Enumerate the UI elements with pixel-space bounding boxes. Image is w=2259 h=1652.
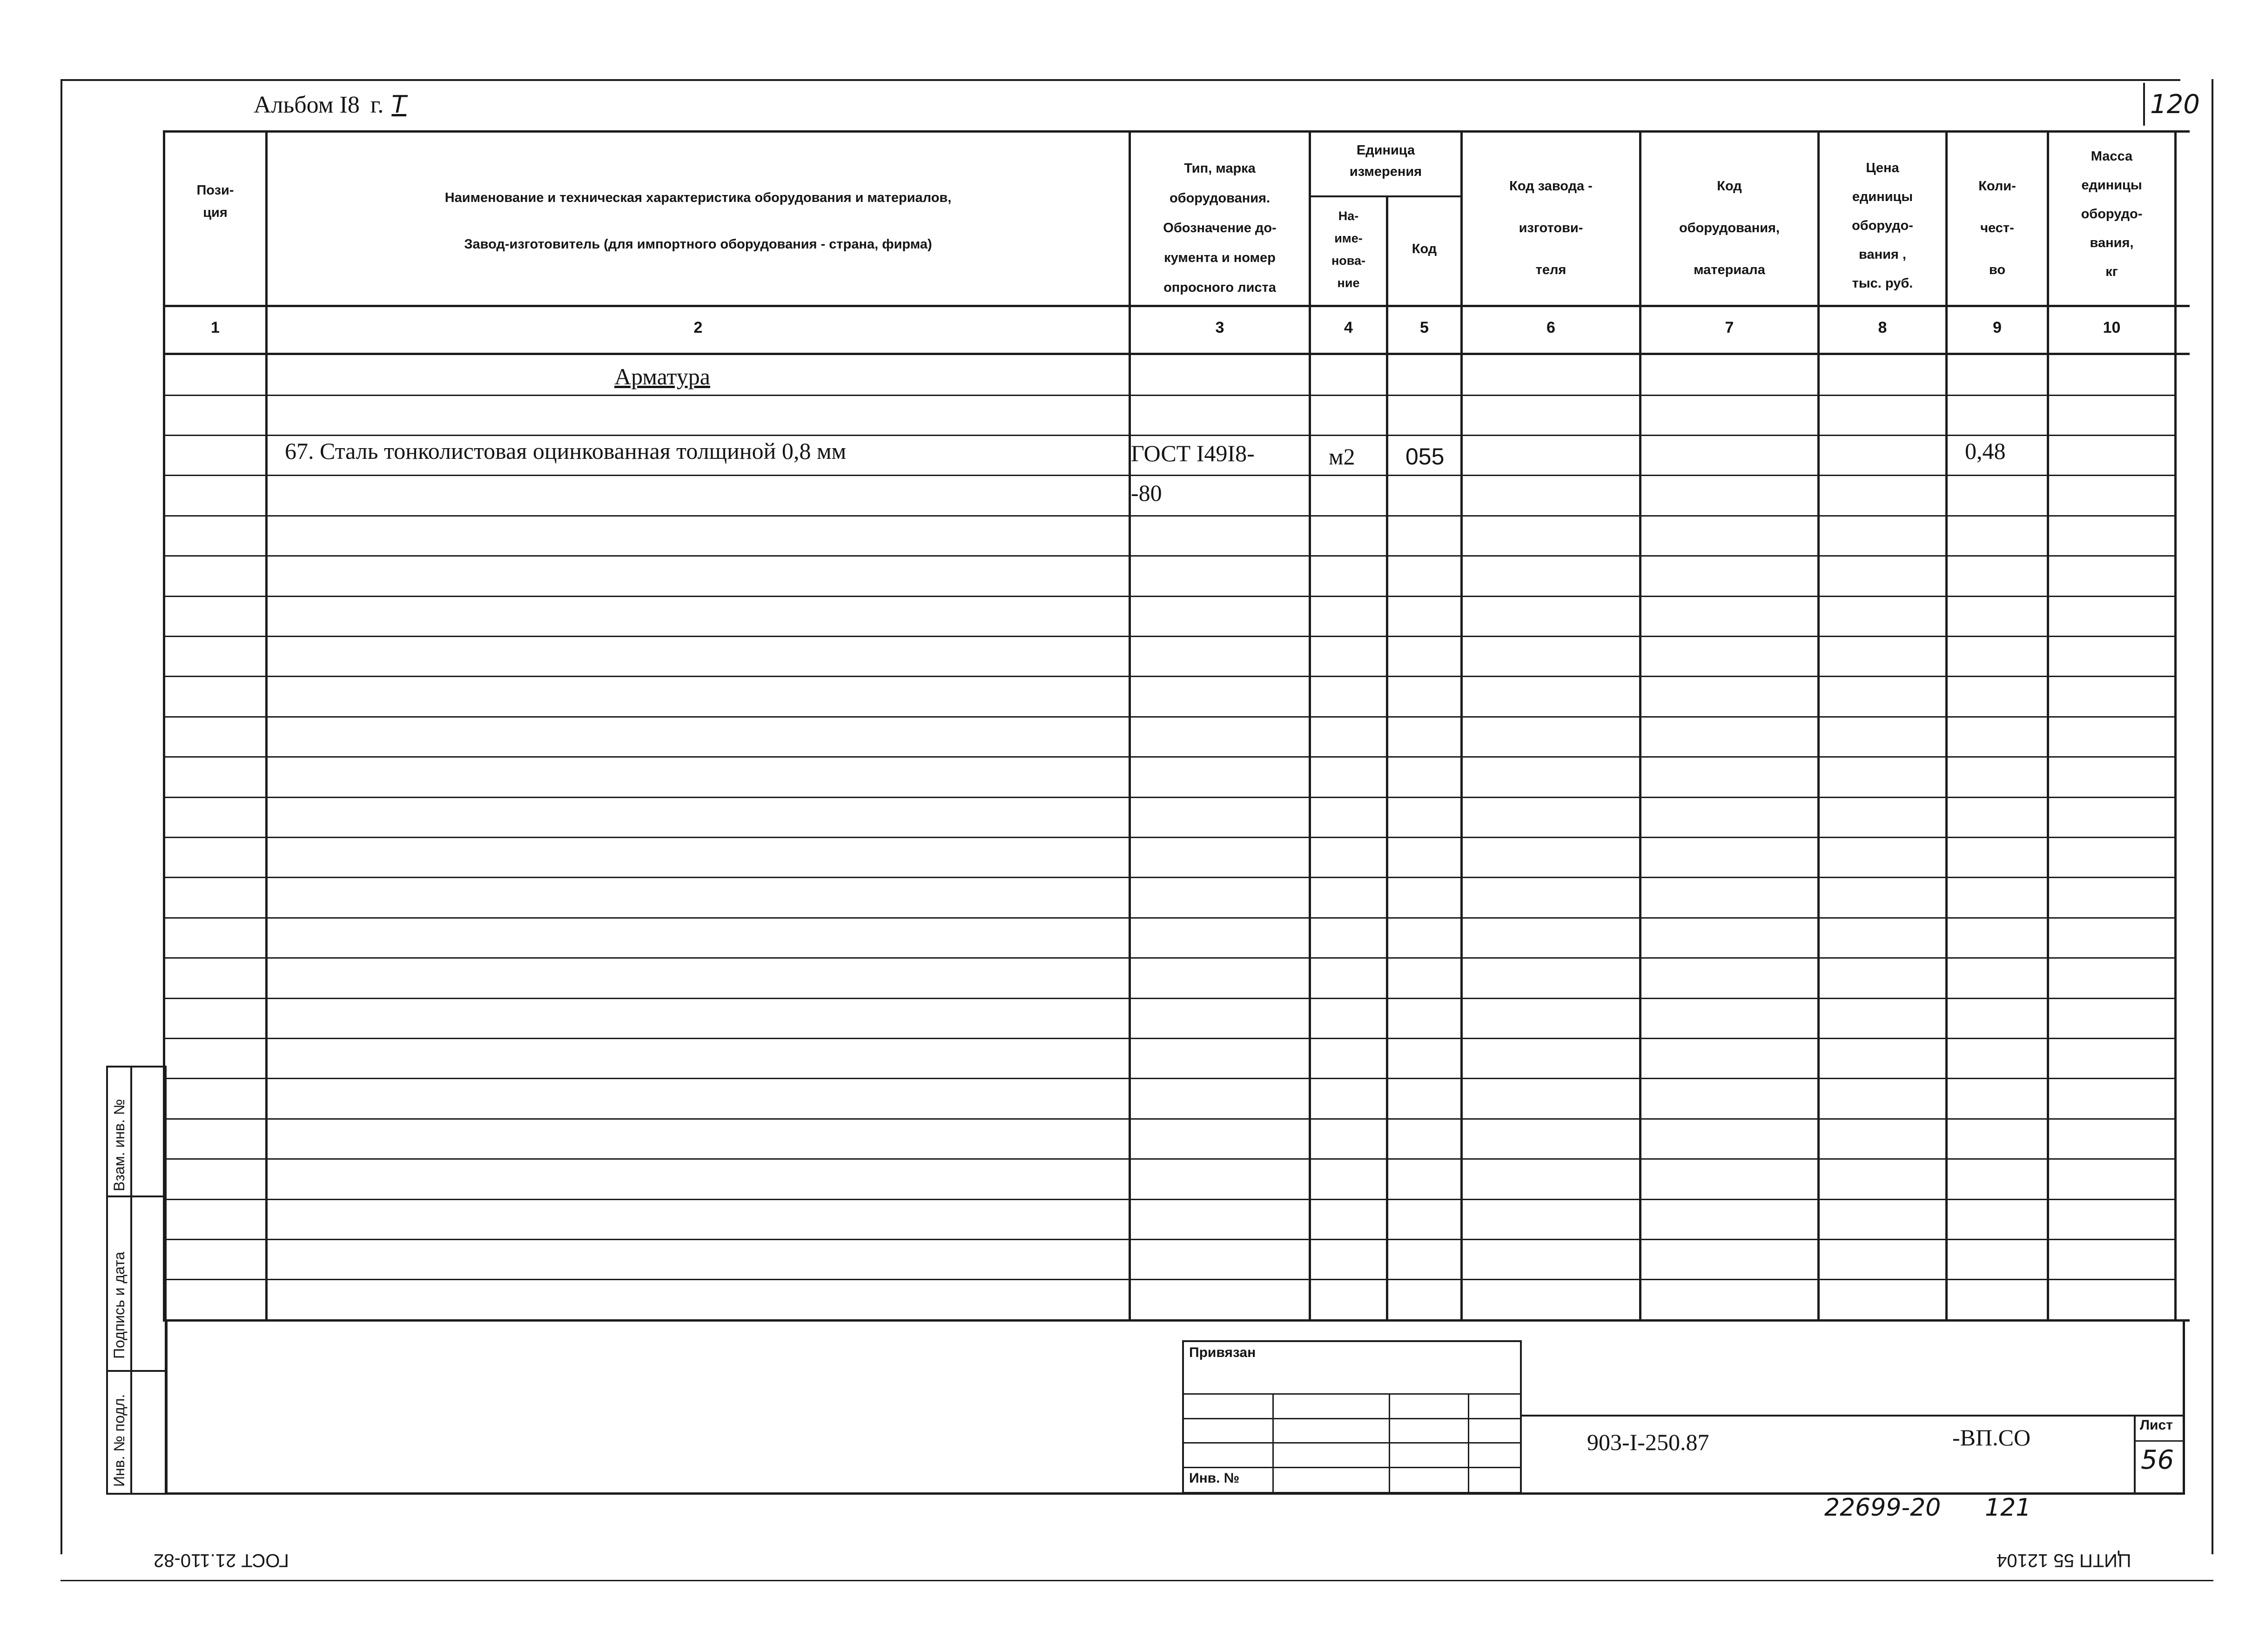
designation-suffix: -ВП.СО (1952, 1424, 2031, 1451)
header-equipment-code: Код оборудования, материала (1679, 179, 1780, 277)
col-line-5 (1460, 130, 1463, 1322)
section-title: Арматура (614, 363, 710, 389)
table-body-bottom (165, 1319, 2190, 1322)
col-number: 1 (211, 319, 220, 336)
table-top (163, 130, 2190, 133)
sheet-label: Лист (2140, 1417, 2173, 1433)
page-stamp-number: 120 (2150, 89, 2200, 120)
col-number: 10 (2103, 319, 2121, 336)
col-line-9 (2047, 130, 2049, 1322)
binding-stamp-row (1184, 1418, 1520, 1419)
binding-label: Привязан (1189, 1345, 1256, 1360)
col-number: 6 (1546, 319, 1555, 336)
header-unit-name: На- име- нова- ние (1331, 209, 1366, 290)
col-line-1 (265, 130, 268, 1322)
table-row (163, 475, 2176, 476)
titleblock-left (165, 1319, 168, 1494)
table-row (163, 797, 2176, 798)
header-price: Цена единицы оборудо- вания , тыс. руб. (1852, 161, 1913, 291)
handwritten-code: 22699-20 (1824, 1494, 1941, 1522)
sheet-box-divider (2136, 1440, 2185, 1442)
side-label-sign-date: Подпись и дата (111, 1251, 128, 1359)
table-row (163, 395, 2176, 396)
binding-stamp-col (1389, 1393, 1390, 1492)
side-strip-inner (130, 1068, 132, 1493)
table-row (163, 1158, 2176, 1160)
table-header-bottom (163, 305, 2190, 307)
col-number: 4 (1344, 319, 1353, 336)
table-row (163, 716, 2176, 718)
col-number: 5 (1420, 319, 1429, 336)
side-label-inv-replace: Взам. инв. № (111, 1099, 128, 1191)
table-row (163, 1239, 2176, 1240)
cipi-mark: ЦИТП 55 12104 (1997, 1550, 2131, 1571)
sheet-right-border (2212, 79, 2213, 1554)
col-number: 8 (1878, 319, 1887, 336)
side-strip-divider (108, 1195, 165, 1197)
table-row (163, 1078, 2176, 1079)
binding-stamp-row (1184, 1442, 1520, 1444)
col-line-2 (1129, 130, 1131, 1322)
header-quantity: Коли- чест- во (1978, 179, 2016, 277)
header-mass: Масса единицы оборудо- вания, кг (2081, 149, 2143, 279)
table-row (163, 515, 2176, 517)
binding-stamp-row (1184, 1467, 1520, 1468)
header-unit: Единица измерения (1349, 143, 1422, 179)
table-row (163, 877, 2176, 878)
table-row (163, 1038, 2176, 1039)
item-doc-line2: -80 (1131, 480, 1162, 506)
handwritten-number: 121 (1985, 1494, 2031, 1522)
designation-code: 903-I-250.87 (1587, 1429, 1709, 1455)
col-number: 3 (1215, 319, 1224, 336)
gost-mark: ГОСТ 21.110-82 (154, 1550, 289, 1571)
binding-stamp-col (1468, 1393, 1469, 1492)
sheet-number: 56 (2141, 1445, 2174, 1475)
table-row (163, 636, 2176, 637)
table-row (163, 1279, 2176, 1280)
col-line-right (2174, 130, 2177, 1322)
sheet-left-border (61, 79, 62, 1554)
header-name: Наименование и техническая характеристика оборудования и материалов, Завод-изготовитель (для импортного оборудования - страна, фирма) (444, 190, 952, 252)
table-row (163, 998, 2176, 999)
item-doc-line1: ГОСТ I49I8- (1131, 440, 1255, 466)
col-number: 2 (693, 319, 703, 336)
table-numbers-bottom (163, 353, 2190, 355)
table-row (163, 596, 2176, 597)
table-row (163, 1118, 2176, 1120)
item-unit: м2 (1329, 443, 1355, 470)
item-unit-code: 055 (1405, 443, 1445, 470)
designation-top (1522, 1415, 2183, 1417)
binding-stamp-row (1184, 1393, 1520, 1395)
table-row (163, 676, 2176, 677)
col-line-8 (1945, 130, 1948, 1322)
col-line-6 (1639, 130, 1641, 1322)
header-position: Пози- ция (196, 183, 234, 220)
item-quantity: 0,48 (1965, 438, 2006, 464)
col-line-7 (1817, 130, 1820, 1322)
header-plant-code: Код завода - изготови- теля (1509, 179, 1593, 277)
side-strip-divider (108, 1370, 165, 1372)
col-line-3 (1309, 130, 1311, 1322)
table-row (163, 917, 2176, 919)
table-row (163, 756, 2176, 758)
sheet-bottom-border (61, 1580, 2213, 1581)
table-row (163, 1199, 2176, 1200)
col-number: 7 (1725, 319, 1734, 336)
header-type: Тип, марка оборудования. Обозначение до- кумента и номер опросного листа (1163, 161, 1277, 295)
table-row (163, 435, 2176, 436)
sheet-top-border (61, 79, 2180, 81)
side-label-inv-orig: Инв. № подл. (111, 1394, 128, 1487)
table-row (163, 555, 2176, 557)
col-number: 9 (1993, 319, 2002, 336)
table-row (163, 957, 2176, 959)
item-name: 67. Сталь тонколистовая оцинкованная толщиной 0,8 мм (285, 438, 847, 464)
header-unit-code: Код (1412, 242, 1437, 256)
binding-stamp-col (1272, 1393, 1274, 1492)
col-line-4 (1386, 195, 1388, 1322)
table-row (163, 837, 2176, 838)
binding-inv-label: Инв. № (1189, 1471, 1240, 1486)
album-label: Альбом I8 г. Т (254, 91, 407, 119)
